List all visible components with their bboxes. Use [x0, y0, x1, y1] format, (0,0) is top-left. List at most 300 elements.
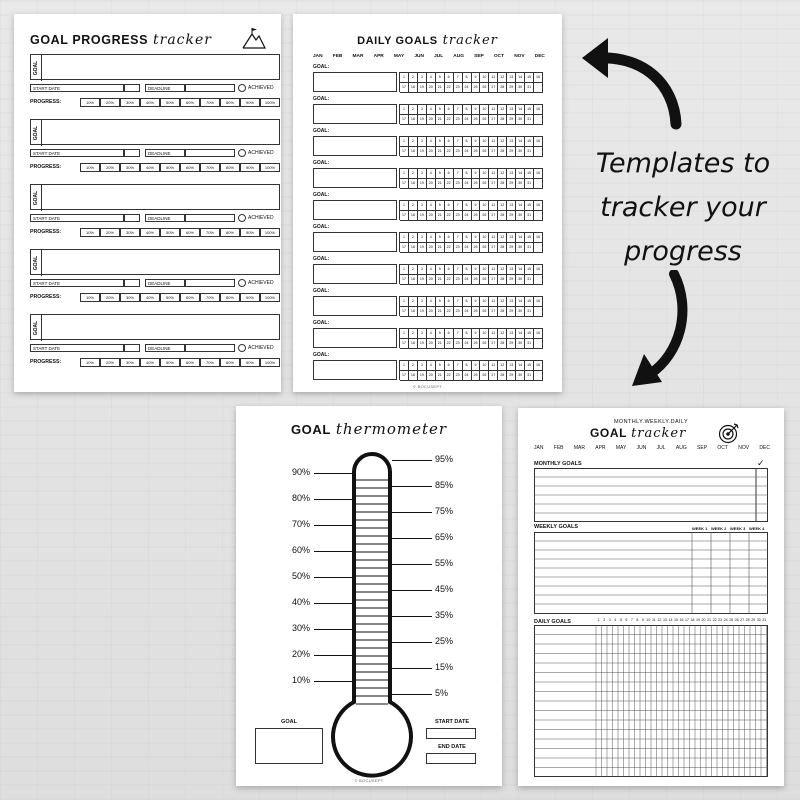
- day-cell: 27: [489, 371, 498, 381]
- day-number: 19: [696, 618, 701, 622]
- day-cell: 24: [463, 243, 472, 253]
- day-cell: 2: [409, 169, 418, 179]
- deadline-label: DEADLINE: [145, 84, 185, 92]
- day-cell: 24: [463, 275, 472, 285]
- scale-tick: [314, 655, 352, 656]
- day-cell: 16: [534, 105, 543, 115]
- day-cell: 13: [507, 137, 516, 147]
- scale-tick: [392, 564, 432, 565]
- month-label: JUN: [414, 54, 424, 59]
- goal-field: [313, 136, 397, 156]
- day-cell: 24: [463, 115, 472, 125]
- day-cell: 19: [418, 275, 427, 285]
- left-percent-label: 60%: [291, 545, 310, 555]
- goal-box: [30, 314, 280, 340]
- day-cell: 24: [463, 211, 472, 221]
- day-grid: [399, 296, 543, 316]
- day-cell: 22: [445, 83, 454, 93]
- weekly-goals-grid: [534, 532, 768, 614]
- achieved-label: ACHIEVED: [248, 345, 274, 351]
- achieved-checkbox[interactable]: [238, 84, 246, 92]
- day-cell: 20: [427, 307, 436, 317]
- day-cell: 26: [480, 371, 489, 381]
- date-row: [30, 214, 280, 222]
- mwd-goal-tracker-sheet: [518, 408, 784, 786]
- day-cell: 15: [525, 169, 534, 179]
- day-cell: 13: [507, 73, 516, 83]
- day-cell: 14: [516, 297, 525, 307]
- right-percent-label: 75%: [435, 506, 454, 516]
- target-icon: [718, 422, 740, 444]
- progress-cell: 100%: [260, 293, 280, 302]
- day-cell: 30: [516, 179, 525, 189]
- day-cell: 26: [480, 339, 489, 349]
- day-cell: 3: [418, 105, 427, 115]
- month-label: DEC: [759, 445, 770, 451]
- day-cell: 22: [445, 243, 454, 253]
- day-cell: 22: [445, 211, 454, 221]
- day-cell: 18: [409, 179, 418, 189]
- day-cell: 21: [436, 339, 445, 349]
- day-number: 30: [756, 618, 761, 622]
- end-date-label: END DATE: [438, 744, 466, 750]
- progress-cell: 80%: [220, 228, 240, 237]
- day-cell: 23: [454, 211, 463, 221]
- achieved-checkbox[interactable]: [238, 149, 246, 157]
- progress-cell: 90%: [240, 358, 260, 367]
- day-cell: 15: [525, 201, 534, 211]
- day-cell: 31: [525, 147, 534, 157]
- monthly-goals-grid: [534, 468, 768, 522]
- day-cell: 9: [472, 297, 481, 307]
- progress-row: [30, 228, 280, 237]
- day-cell: 16: [534, 265, 543, 275]
- month-label: NOV: [738, 445, 750, 451]
- goal-block: [30, 249, 280, 311]
- day-cell: 17: [400, 83, 409, 93]
- start-date-label: START DATE: [30, 214, 124, 222]
- day-cell: 17: [400, 179, 409, 189]
- day-cell: 17: [400, 147, 409, 157]
- day-cell: 1: [400, 73, 409, 83]
- daily-goals-sheet: [293, 14, 562, 392]
- day-cell: 30: [516, 147, 525, 157]
- day-cell: 8: [463, 297, 472, 307]
- day-number: 2: [603, 618, 606, 622]
- day-cell: 30: [516, 243, 525, 253]
- day-grid: [399, 104, 543, 124]
- progress-cell: 50%: [160, 163, 180, 172]
- day-cell: 9: [472, 265, 481, 275]
- day-cell: 3: [418, 297, 427, 307]
- progress-cell: 50%: [160, 98, 180, 107]
- day-cell: 9: [472, 201, 481, 211]
- daily-goal-row: [313, 64, 543, 96]
- day-cell: 30: [516, 339, 525, 349]
- day-cell: 2: [409, 137, 418, 147]
- day-cell: 12: [498, 329, 507, 339]
- day-cell: 29: [507, 307, 516, 317]
- day-cell: 8: [463, 105, 472, 115]
- day-cell: 6: [445, 73, 454, 83]
- day-cell: 29: [507, 179, 516, 189]
- day-cell: 9: [472, 137, 481, 147]
- day-cell: 3: [418, 233, 427, 243]
- goal-box: [255, 728, 323, 764]
- day-cell: 22: [445, 179, 454, 189]
- brand-mark: © BOCUSEPT: [412, 384, 443, 389]
- day-number: 14: [668, 618, 673, 622]
- day-cell: 23: [454, 339, 463, 349]
- month-label: APR: [373, 54, 384, 59]
- deadline-field: [185, 279, 235, 287]
- day-cell: 27: [489, 243, 498, 253]
- progress-cell: 70%: [200, 98, 220, 107]
- day-cell: 20: [427, 83, 436, 93]
- progress-cell: 70%: [200, 228, 220, 237]
- day-cell: 2: [409, 105, 418, 115]
- day-cell: 19: [418, 339, 427, 349]
- progress-label: PROGRESS:: [30, 294, 62, 300]
- day-cell: 29: [507, 275, 516, 285]
- day-cell: 11: [489, 361, 498, 371]
- goal-box: [30, 119, 280, 145]
- day-cell: [534, 179, 543, 189]
- day-cell: 23: [454, 275, 463, 285]
- day-cell: 4: [427, 169, 436, 179]
- scale-tick: [392, 642, 432, 643]
- day-cell: 3: [418, 73, 427, 83]
- progress-cell: 20%: [100, 163, 120, 172]
- day-cell: 27: [489, 275, 498, 285]
- progress-cell: 70%: [200, 163, 220, 172]
- goal-box: [30, 249, 280, 275]
- goal-field: [313, 232, 397, 252]
- day-cell: 6: [445, 233, 454, 243]
- achieved-label: ACHIEVED: [248, 150, 274, 156]
- day-cell: 31: [525, 339, 534, 349]
- day-number: 13: [662, 618, 667, 622]
- day-number: 10: [646, 618, 651, 622]
- day-cell: 31: [525, 115, 534, 125]
- goal-tag: [31, 250, 42, 276]
- month-label: DEC: [534, 54, 545, 59]
- day-cell: 7: [454, 73, 463, 83]
- goal-label: GOAL:: [313, 352, 330, 358]
- mwd-title: GOAL tracker: [590, 426, 687, 441]
- day-cell: 8: [463, 329, 472, 339]
- progress-cell: 60%: [180, 228, 200, 237]
- day-cell: 17: [400, 243, 409, 253]
- left-percent-label: 90%: [291, 467, 310, 477]
- goal-progress-sheet: [14, 14, 281, 392]
- progress-cell: 10%: [80, 293, 100, 302]
- day-number: 25: [729, 618, 734, 622]
- day-cell: 14: [516, 361, 525, 371]
- day-cell: 20: [427, 179, 436, 189]
- day-cell: [534, 147, 543, 157]
- day-cell: 9: [472, 105, 481, 115]
- progress-cell: 70%: [200, 358, 220, 367]
- deadline-field: [185, 84, 235, 92]
- day-cell: 6: [445, 361, 454, 371]
- day-cell: 7: [454, 265, 463, 275]
- day-cell: 14: [516, 265, 525, 275]
- day-number-row: [596, 618, 767, 622]
- start-date-label: START DATE: [434, 719, 469, 725]
- day-cell: 2: [409, 233, 418, 243]
- left-percent-label: 10%: [291, 675, 310, 685]
- day-cell: 20: [427, 147, 436, 157]
- day-cell: 19: [418, 243, 427, 253]
- deadline-label: DEADLINE: [145, 344, 185, 352]
- right-percent-label: 45%: [435, 584, 454, 594]
- day-cell: 7: [454, 137, 463, 147]
- right-percent-label: 5%: [435, 688, 449, 698]
- day-cell: 1: [400, 105, 409, 115]
- day-cell: 24: [463, 339, 472, 349]
- day-cell: 4: [427, 361, 436, 371]
- day-cell: 3: [418, 265, 427, 275]
- day-cell: 31: [525, 211, 534, 221]
- day-cell: 3: [418, 361, 427, 371]
- start-date-field: [124, 84, 140, 92]
- goal-label: GOAL:: [313, 96, 330, 102]
- goal-label: GOAL:: [313, 160, 330, 166]
- scale-tick: [314, 577, 352, 578]
- start-date-label: START DATE: [30, 279, 124, 287]
- scale-tick: [314, 551, 352, 552]
- day-cell: 9: [472, 361, 481, 371]
- daily-goal-row: [313, 256, 543, 288]
- scale-tick: [392, 512, 432, 513]
- day-cell: 31: [525, 243, 534, 253]
- day-cell: 28: [498, 147, 507, 157]
- progress-cell: 30%: [120, 98, 140, 107]
- progress-row: [30, 358, 280, 367]
- day-grid: [399, 72, 543, 92]
- month-label: MAY: [615, 445, 627, 451]
- goal-block: [30, 119, 280, 181]
- day-cell: [534, 339, 543, 349]
- month-label: JAN: [313, 54, 323, 59]
- goal-tag-label: GOAL: [33, 320, 40, 336]
- day-cell: 20: [427, 275, 436, 285]
- day-cell: 3: [418, 201, 427, 211]
- date-row: [30, 149, 280, 157]
- day-cell: 29: [507, 115, 516, 125]
- day-cell: 12: [498, 233, 507, 243]
- deadline-label: DEADLINE: [145, 149, 185, 157]
- day-cell: 20: [427, 339, 436, 349]
- day-cell: 25: [472, 83, 481, 93]
- week-label: WEEK 2: [711, 526, 727, 531]
- day-cell: 18: [409, 275, 418, 285]
- day-cell: 20: [427, 115, 436, 125]
- day-cell: 21: [436, 83, 445, 93]
- day-cell: 31: [525, 179, 534, 189]
- progress-cell: 10%: [80, 228, 100, 237]
- scale-tick: [392, 538, 432, 539]
- day-cell: 18: [409, 243, 418, 253]
- day-cell: 12: [498, 297, 507, 307]
- day-cell: 8: [463, 361, 472, 371]
- day-cell: 19: [418, 115, 427, 125]
- day-number: 1: [597, 618, 600, 622]
- progress-cell: 50%: [160, 228, 180, 237]
- day-cell: 18: [409, 371, 418, 381]
- progress-cell: 30%: [120, 293, 140, 302]
- day-number: 3: [608, 618, 611, 622]
- day-cell: 4: [427, 329, 436, 339]
- day-cell: 8: [463, 137, 472, 147]
- day-cell: 11: [489, 233, 498, 243]
- day-cell: 8: [463, 169, 472, 179]
- day-cell: 28: [498, 115, 507, 125]
- day-cell: 23: [454, 83, 463, 93]
- day-cell: 22: [445, 339, 454, 349]
- day-cell: 12: [498, 201, 507, 211]
- day-cell: 13: [507, 233, 516, 243]
- day-cell: 3: [418, 137, 427, 147]
- progress-cell: 60%: [180, 358, 200, 367]
- date-row: [30, 279, 280, 287]
- achieved-label: ACHIEVED: [248, 85, 274, 91]
- day-cell: 25: [472, 211, 481, 221]
- progress-label: PROGRESS:: [30, 164, 62, 170]
- day-number: 16: [679, 618, 684, 622]
- day-cell: 26: [480, 83, 489, 93]
- progress-cell: 100%: [260, 358, 280, 367]
- day-cell: 10: [480, 265, 489, 275]
- achieved-label: ACHIEVED: [248, 215, 274, 221]
- daily-goal-row: [313, 96, 543, 128]
- deadline-field: [185, 214, 235, 222]
- progress-cell: 40%: [140, 98, 160, 107]
- progress-cell: 30%: [120, 228, 140, 237]
- achieved-checkbox[interactable]: [238, 344, 246, 352]
- day-cell: 29: [507, 371, 516, 381]
- day-cell: 21: [436, 147, 445, 157]
- day-cell: 1: [400, 297, 409, 307]
- daily-goal-row: [313, 128, 543, 160]
- left-percent-label: 70%: [291, 519, 310, 529]
- right-percent-label: 35%: [435, 610, 454, 620]
- day-cell: 26: [480, 243, 489, 253]
- week-label: WEEK 1: [692, 526, 708, 531]
- right-percent-label: 15%: [435, 662, 454, 672]
- day-grid: [399, 136, 543, 156]
- day-cell: 17: [400, 339, 409, 349]
- day-cell: 28: [498, 307, 507, 317]
- day-cell: 20: [427, 243, 436, 253]
- day-cell: 22: [445, 275, 454, 285]
- day-grid: [399, 360, 543, 380]
- deadline-field: [185, 149, 235, 157]
- day-number: 12: [657, 618, 662, 622]
- day-cell: 1: [400, 169, 409, 179]
- scale-tick: [314, 499, 352, 500]
- day-cell: 28: [498, 83, 507, 93]
- progress-cell: 10%: [80, 358, 100, 367]
- day-cell: 5: [436, 265, 445, 275]
- day-cell: 15: [525, 233, 534, 243]
- day-cell: 4: [427, 105, 436, 115]
- day-cell: 13: [507, 201, 516, 211]
- achieved-checkbox[interactable]: [238, 214, 246, 222]
- day-cell: 20: [427, 371, 436, 381]
- day-cell: 15: [525, 361, 534, 371]
- achieved-checkbox[interactable]: [238, 279, 246, 287]
- month-label: MAY: [393, 54, 405, 59]
- day-cell: 14: [516, 137, 525, 147]
- left-percent-label: 80%: [291, 493, 310, 503]
- day-cell: 19: [418, 147, 427, 157]
- day-cell: 1: [400, 201, 409, 211]
- goal-label: GOAL:: [313, 256, 330, 262]
- day-cell: 22: [445, 147, 454, 157]
- day-cell: 19: [418, 211, 427, 221]
- day-cell: 11: [489, 329, 498, 339]
- day-cell: 17: [400, 275, 409, 285]
- day-number: 8: [636, 618, 639, 622]
- weekly-goals-label: WEEKLY GOALS: [534, 524, 579, 530]
- progress-cell: 40%: [140, 228, 160, 237]
- day-cell: 31: [525, 275, 534, 285]
- day-cell: 10: [480, 329, 489, 339]
- progress-cell: 90%: [240, 228, 260, 237]
- day-cell: [534, 371, 543, 381]
- day-cell: 5: [436, 105, 445, 115]
- goal-field: [313, 168, 397, 188]
- goal-label: GOAL:: [313, 288, 330, 294]
- day-cell: 5: [436, 201, 445, 211]
- day-cell: 21: [436, 179, 445, 189]
- day-cell: 21: [436, 371, 445, 381]
- mountain-icon: [242, 27, 266, 49]
- day-cell: 21: [436, 307, 445, 317]
- day-cell: 10: [480, 297, 489, 307]
- month-row: [313, 54, 545, 59]
- progress-cell: 50%: [160, 358, 180, 367]
- day-cell: 27: [489, 115, 498, 125]
- day-cell: 11: [489, 105, 498, 115]
- day-cell: 2: [409, 297, 418, 307]
- progress-cell: 100%: [260, 228, 280, 237]
- left-percent-label: 50%: [291, 571, 310, 581]
- day-cell: 28: [498, 243, 507, 253]
- day-cell: 6: [445, 329, 454, 339]
- day-cell: 17: [400, 115, 409, 125]
- day-cell: 25: [472, 147, 481, 157]
- day-cell: 12: [498, 265, 507, 275]
- day-cell: [534, 211, 543, 221]
- day-cell: 24: [463, 371, 472, 381]
- thermometer-title: GOAL thermometer: [290, 420, 448, 438]
- day-cell: 18: [409, 115, 418, 125]
- month-label: NOV: [514, 54, 525, 59]
- left-percent-label: 30%: [291, 623, 310, 633]
- day-cell: 29: [507, 243, 516, 253]
- progress-cell: 70%: [200, 293, 220, 302]
- day-cell: 30: [516, 307, 525, 317]
- progress-row: [30, 98, 280, 107]
- day-cell: 30: [516, 371, 525, 381]
- day-cell: 5: [436, 73, 445, 83]
- month-label: MAR: [352, 54, 364, 59]
- right-percent-label: 65%: [435, 532, 454, 542]
- day-cell: 7: [454, 361, 463, 371]
